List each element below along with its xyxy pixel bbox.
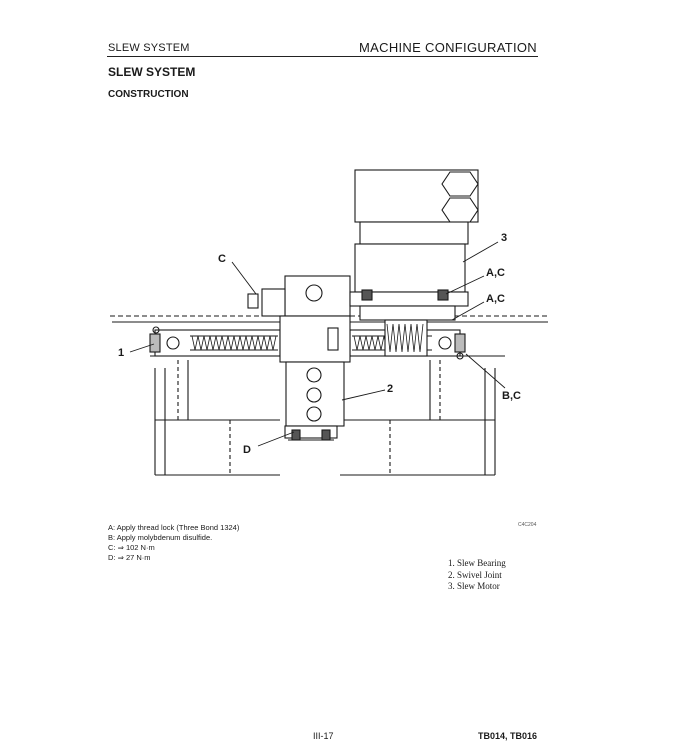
note-d: D: ⇒ 27 N·m — [108, 553, 151, 562]
model-number: TB014, TB016 — [477, 731, 537, 741]
header-section-right: MACHINE CONFIGURATION — [359, 40, 537, 55]
callout-bc: B,C — [502, 390, 521, 402]
callout-d: D — [243, 444, 251, 456]
figure-code: C4C204 — [518, 522, 537, 528]
page-number: III-17 — [313, 731, 334, 741]
part-2: 2. Swivel Joint — [448, 569, 502, 580]
callout-ac-2: A,C — [486, 293, 505, 305]
part-1: 1. Slew Bearing — [448, 558, 506, 568]
page-title: SLEW SYSTEM — [108, 65, 196, 79]
note-b: B: Apply molybdenum disulfide. — [108, 533, 213, 542]
slew-motor — [350, 170, 478, 356]
parts-list — [448, 558, 506, 593]
callout-3: 3 — [501, 232, 508, 244]
note-c: C: ⇒ 102 N·m — [108, 543, 155, 552]
callout-c-top: C — [218, 253, 226, 265]
part-3: 3. Slew Motor — [448, 581, 500, 591]
callout-1: 1 — [118, 347, 125, 359]
header-section-left: SLEW SYSTEM — [108, 42, 190, 54]
section-subtitle: CONSTRUCTION — [108, 89, 189, 100]
callout-2: 2 — [387, 383, 394, 395]
note-a: A: Apply thread lock (Three Bond 1324) — [108, 523, 240, 532]
assembly-notes — [108, 523, 239, 563]
swivel-joint — [248, 276, 350, 440]
callout-ac-1: A,C — [486, 267, 505, 279]
